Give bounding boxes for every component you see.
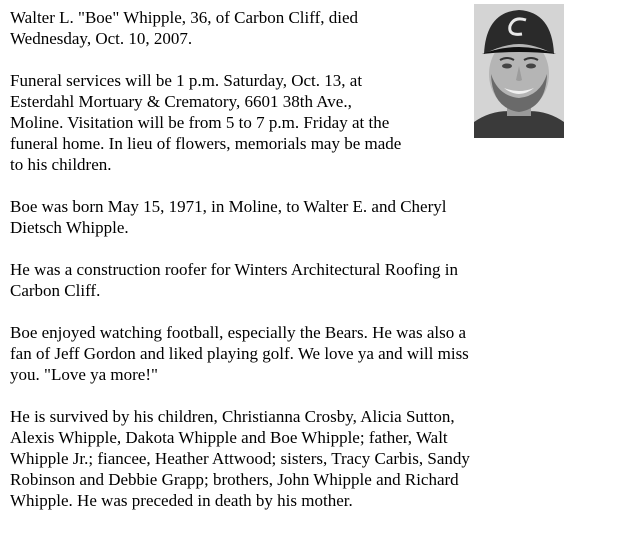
obituary-text [10,7,570,511]
paragraph-interests: Boe enjoyed watching football, especially the Bears. He was also a fan of Jeff Gordon and liked playing golf. We love ya and will miss you. "Love ya more!" [10,323,469,384]
paragraph-funeral-services: Funeral services will be 1 p.m. Saturday, Oct. 13, at Esterdahl Mortuary & Crematory, 6601 38th Ave., Moline. Visitation will be from 5 to 7 p.m. Friday at the funeral home. In lieu of flowers, memorials may be made to his children. [10,71,402,174]
paragraph-birth: Boe was born May 15, 1971, in Moline, to Walter E. and Cheryl Dietsch Whipple. [10,197,447,237]
paragraph-occupation: He was a construction roofer for Winters Architectural Roofing in Carbon Cliff. [10,260,458,300]
paragraph-death-notice: Walter L. "Boe" Whipple, 36, of Carbon Cliff, died Wednesday, Oct. 10, 2007. [10,8,359,48]
paragraph-survivors: He is survived by his children, Christianna Crosby, Alicia Sutton, Alexis Whipple, Dakota Whipple and Boe Whipple; father, Walt Whipple Jr.; fiancee, Heather Attwood; sisters, Tracy Carbis, Sandy Robinson and Debbie Grapp; brothers, John Whipple and Richard Whipple. He was preceded in death by his mother. [10,407,470,510]
